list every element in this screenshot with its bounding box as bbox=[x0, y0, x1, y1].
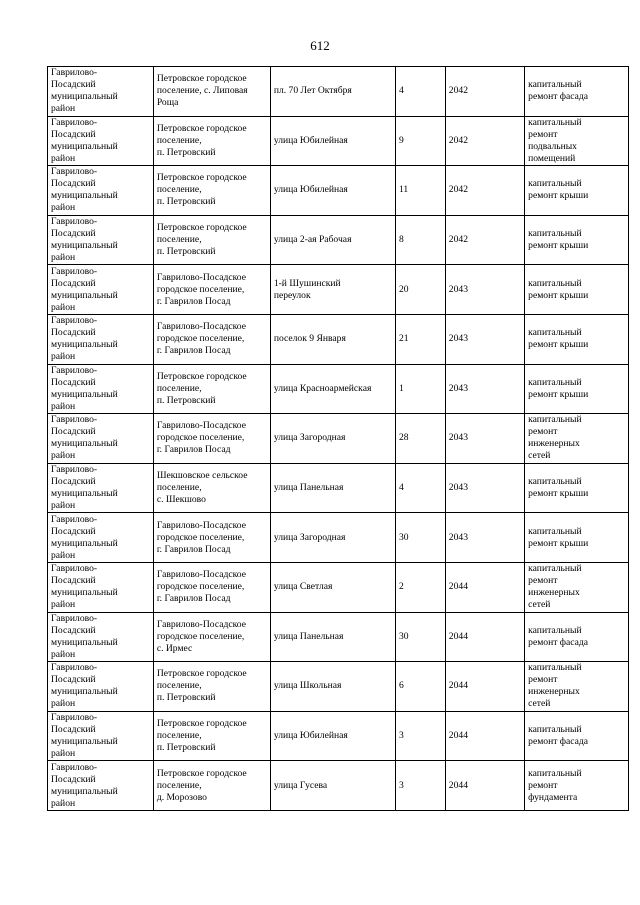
district-cell bbox=[48, 67, 154, 117]
district-cell bbox=[48, 761, 154, 811]
work-type-cell bbox=[525, 414, 629, 464]
work-type-line: инженерных bbox=[528, 438, 580, 450]
settlement-line: городское поселение, bbox=[156, 531, 245, 543]
settlement-line: Роща bbox=[156, 97, 179, 109]
district-cell bbox=[48, 215, 154, 265]
year-cell: 2043 bbox=[445, 314, 524, 364]
street-cell bbox=[270, 513, 395, 563]
table-body bbox=[48, 67, 629, 811]
district-line: район bbox=[51, 748, 76, 760]
settlement-cell bbox=[153, 265, 270, 315]
street-cell bbox=[270, 761, 395, 811]
district-line: Посадский bbox=[51, 79, 96, 91]
street-line: улица 2-ая Рабочая bbox=[273, 234, 352, 246]
settlement-line: Гаврилово-Посадское bbox=[156, 271, 246, 283]
street-line: улица Юбилейная bbox=[273, 730, 348, 742]
settlement-cell bbox=[153, 314, 270, 364]
street-line: улица Гусева bbox=[273, 779, 328, 791]
settlement-line: Петровское городское bbox=[156, 370, 247, 382]
settlement-cell bbox=[153, 463, 270, 513]
district-line: муниципальный bbox=[51, 488, 118, 500]
district-line: Гаврилово- bbox=[51, 315, 98, 327]
work-type-line: ремонт фасада bbox=[528, 91, 589, 103]
settlement-line: Гаврилово-Посадское bbox=[156, 618, 246, 630]
settlement-line: Шекшовское сельское bbox=[156, 470, 248, 482]
year-cell: 2042 bbox=[445, 215, 524, 265]
house-number-cell: 20 bbox=[395, 265, 445, 315]
district-cell bbox=[48, 463, 154, 513]
work-type-line: ремонт bbox=[528, 779, 558, 791]
settlement-line: поселение, bbox=[156, 382, 202, 394]
district-line: Гаврилово- bbox=[51, 513, 98, 525]
district-line: Посадский bbox=[51, 476, 96, 488]
district-line: Посадский bbox=[51, 376, 96, 388]
street-line: пл. 70 Лет Октября bbox=[273, 85, 352, 97]
street-cell bbox=[270, 711, 395, 761]
settlement-line: г. Гаврилов Посад bbox=[156, 345, 231, 357]
year-cell: 2044 bbox=[445, 711, 524, 761]
district-line: район bbox=[51, 351, 76, 363]
work-type-cell bbox=[525, 711, 629, 761]
work-type-cell bbox=[525, 215, 629, 265]
work-type-line: инженерных bbox=[528, 587, 580, 599]
table-row bbox=[48, 67, 629, 117]
district-cell bbox=[48, 513, 154, 563]
settlement-line: Петровское городское bbox=[156, 73, 247, 85]
year-cell: 2044 bbox=[445, 761, 524, 811]
year-cell: 2043 bbox=[445, 414, 524, 464]
street-line: улица Красноармейская bbox=[273, 382, 372, 394]
settlement-line: городское поселение, bbox=[156, 333, 245, 345]
district-line: район bbox=[51, 698, 76, 710]
work-type-line: капитальный bbox=[528, 414, 582, 426]
settlement-line: п. Петровский bbox=[156, 742, 216, 754]
district-line: Гаврилово- bbox=[51, 712, 98, 724]
settlement-line: Гаврилово-Посадское bbox=[156, 569, 246, 581]
settlement-line: поселение, bbox=[156, 482, 202, 494]
district-cell bbox=[48, 314, 154, 364]
district-line: муниципальный bbox=[51, 388, 118, 400]
work-type-line: капитальный bbox=[528, 228, 582, 240]
table-row bbox=[48, 562, 629, 612]
house-number-cell: 4 bbox=[395, 463, 445, 513]
work-type-cell bbox=[525, 314, 629, 364]
street-line: улица Загородная bbox=[273, 531, 346, 543]
settlement-line: городское поселение, bbox=[156, 432, 245, 444]
work-type-line: ремонт крыши bbox=[528, 240, 589, 252]
street-cell bbox=[270, 166, 395, 216]
settlement-line: городское поселение, bbox=[156, 283, 245, 295]
settlement-line: д. Морозово bbox=[156, 791, 207, 803]
table-row bbox=[48, 166, 629, 216]
district-line: Гаврилово- bbox=[51, 216, 98, 228]
district-line: Гаврилово- bbox=[51, 761, 98, 773]
street-cell bbox=[270, 463, 395, 513]
house-number-cell: 11 bbox=[395, 166, 445, 216]
street-cell bbox=[270, 612, 395, 662]
work-type-cell bbox=[525, 562, 629, 612]
district-cell bbox=[48, 166, 154, 216]
work-type-line: капитальный bbox=[528, 277, 582, 289]
settlement-line: городское поселение, bbox=[156, 581, 245, 593]
settlement-line: поселение, bbox=[156, 730, 202, 742]
settlement-line: г. Гаврилов Посад bbox=[156, 543, 231, 555]
work-type-line: капитальный bbox=[528, 476, 582, 488]
district-line: район bbox=[51, 301, 76, 313]
street-line: улица Школьная bbox=[273, 680, 342, 692]
district-cell bbox=[48, 562, 154, 612]
work-type-line: капитальный bbox=[528, 327, 582, 339]
year-cell: 2044 bbox=[445, 562, 524, 612]
work-type-line: капитальный bbox=[528, 767, 582, 779]
street-cell bbox=[270, 414, 395, 464]
settlement-line: с. Шекшово bbox=[156, 494, 206, 506]
settlement-cell bbox=[153, 215, 270, 265]
work-type-line: ремонт bbox=[528, 575, 558, 587]
settlement-line: п. Петровский bbox=[156, 196, 216, 208]
house-number-cell: 28 bbox=[395, 414, 445, 464]
house-number-cell: 1 bbox=[395, 364, 445, 414]
year-cell: 2044 bbox=[445, 662, 524, 712]
district-line: Гаврилово- bbox=[51, 563, 98, 575]
district-line: Посадский bbox=[51, 525, 96, 537]
street-cell bbox=[270, 314, 395, 364]
settlement-line: поселение, bbox=[156, 680, 202, 692]
settlement-line: Петровское городское bbox=[156, 122, 247, 134]
house-number-cell: 30 bbox=[395, 513, 445, 563]
work-type-line: помещений bbox=[528, 152, 576, 164]
year-cell: 2042 bbox=[445, 67, 524, 117]
district-line: муниципальный bbox=[51, 686, 118, 698]
district-line: Посадский bbox=[51, 674, 96, 686]
district-line: муниципальный bbox=[51, 636, 118, 648]
district-line: Гаврилово- bbox=[51, 67, 98, 79]
street-cell bbox=[270, 265, 395, 315]
district-line: Посадский bbox=[51, 277, 96, 289]
district-cell bbox=[48, 414, 154, 464]
district-line: район bbox=[51, 400, 76, 412]
work-type-line: ремонт фасада bbox=[528, 736, 589, 748]
street-line: переулок bbox=[273, 289, 311, 301]
work-type-line: ремонт крыши bbox=[528, 388, 589, 400]
work-type-line: подвальных bbox=[528, 140, 577, 152]
district-line: район bbox=[51, 450, 76, 462]
table-row bbox=[48, 513, 629, 563]
district-line: Гаврилово- bbox=[51, 612, 98, 624]
table-row bbox=[48, 463, 629, 513]
work-type-line: ремонт bbox=[528, 128, 558, 140]
work-type-line: ремонт bbox=[528, 426, 558, 438]
repair-schedule-table bbox=[47, 66, 629, 811]
district-line: Гаврилово- bbox=[51, 662, 98, 674]
settlement-line: поселение, с. Липовая bbox=[156, 85, 248, 97]
work-type-line: капитальный bbox=[528, 662, 582, 674]
settlement-cell bbox=[153, 662, 270, 712]
work-type-line: ремонт крыши bbox=[528, 289, 589, 301]
district-line: Гаврилово- bbox=[51, 166, 98, 178]
work-type-line: ремонт крыши bbox=[528, 488, 589, 500]
house-number-cell: 3 bbox=[395, 761, 445, 811]
district-cell bbox=[48, 364, 154, 414]
work-type-cell bbox=[525, 265, 629, 315]
settlement-line: п. Петровский bbox=[156, 246, 216, 258]
work-type-cell bbox=[525, 513, 629, 563]
work-type-line: капитальный bbox=[528, 376, 582, 388]
street-cell bbox=[270, 562, 395, 612]
district-line: Посадский bbox=[51, 327, 96, 339]
settlement-cell bbox=[153, 562, 270, 612]
street-cell bbox=[270, 67, 395, 117]
house-number-cell: 2 bbox=[395, 562, 445, 612]
settlement-line: поселение, bbox=[156, 134, 202, 146]
district-line: район bbox=[51, 252, 76, 264]
work-type-line: инженерных bbox=[528, 686, 580, 698]
settlement-line: п. Петровский bbox=[156, 394, 216, 406]
district-line: Гаврилово- bbox=[51, 414, 98, 426]
street-cell bbox=[270, 364, 395, 414]
settlement-cell bbox=[153, 761, 270, 811]
district-line: район bbox=[51, 549, 76, 561]
table-row bbox=[48, 662, 629, 712]
work-type-line: фундамента bbox=[528, 791, 578, 803]
district-line: муниципальный bbox=[51, 785, 118, 797]
settlement-line: поселение, bbox=[156, 779, 202, 791]
district-line: район bbox=[51, 103, 76, 115]
street-cell bbox=[270, 662, 395, 712]
table-row bbox=[48, 711, 629, 761]
house-number-cell: 4 bbox=[395, 67, 445, 117]
house-number-cell: 9 bbox=[395, 116, 445, 166]
settlement-line: городское поселение, bbox=[156, 630, 245, 642]
work-type-cell bbox=[525, 761, 629, 811]
street-line: 1-й Шушинский bbox=[273, 277, 341, 289]
settlement-line: г. Гаврилов Посад bbox=[156, 593, 231, 605]
settlement-line: Петровское городское bbox=[156, 668, 247, 680]
district-cell bbox=[48, 711, 154, 761]
settlement-line: Петровское городское bbox=[156, 718, 247, 730]
work-type-line: ремонт крыши bbox=[528, 339, 589, 351]
table-row bbox=[48, 116, 629, 166]
settlement-line: Петровское городское bbox=[156, 222, 247, 234]
district-line: район bbox=[51, 152, 76, 164]
work-type-line: капитальный bbox=[528, 525, 582, 537]
year-cell: 2043 bbox=[445, 364, 524, 414]
settlement-cell bbox=[153, 166, 270, 216]
work-type-cell bbox=[525, 67, 629, 117]
district-cell bbox=[48, 612, 154, 662]
district-line: муниципальный bbox=[51, 190, 118, 202]
street-cell bbox=[270, 116, 395, 166]
settlement-line: поселение, bbox=[156, 234, 202, 246]
year-cell: 2043 bbox=[445, 265, 524, 315]
district-line: муниципальный bbox=[51, 289, 118, 301]
work-type-line: ремонт крыши bbox=[528, 190, 589, 202]
district-line: Гаврилово- bbox=[51, 265, 98, 277]
settlement-cell bbox=[153, 711, 270, 761]
work-type-line: ремонт bbox=[528, 674, 558, 686]
work-type-cell bbox=[525, 166, 629, 216]
settlement-line: с. Ирмес bbox=[156, 642, 193, 654]
house-number-cell: 21 bbox=[395, 314, 445, 364]
table-row bbox=[48, 215, 629, 265]
district-line: муниципальный bbox=[51, 736, 118, 748]
district-line: муниципальный bbox=[51, 91, 118, 103]
district-cell bbox=[48, 116, 154, 166]
district-line: Посадский bbox=[51, 575, 96, 587]
district-line: Посадский bbox=[51, 228, 96, 240]
settlement-line: Гаврилово-Посадское bbox=[156, 420, 246, 432]
work-type-line: капитальный bbox=[528, 624, 582, 636]
settlement-cell bbox=[153, 513, 270, 563]
district-line: муниципальный bbox=[51, 339, 118, 351]
year-cell: 2043 bbox=[445, 513, 524, 563]
settlement-cell bbox=[153, 612, 270, 662]
year-cell: 2042 bbox=[445, 116, 524, 166]
district-line: район bbox=[51, 648, 76, 660]
street-line: улица Панельная bbox=[273, 630, 344, 642]
settlement-line: п. Петровский bbox=[156, 692, 216, 704]
year-cell: 2044 bbox=[445, 612, 524, 662]
district-line: муниципальный bbox=[51, 587, 118, 599]
settlement-line: г. Гаврилов Посад bbox=[156, 295, 231, 307]
house-number-cell: 8 bbox=[395, 215, 445, 265]
street-line: улица Светлая bbox=[273, 581, 333, 593]
district-line: Посадский bbox=[51, 178, 96, 190]
work-type-cell bbox=[525, 612, 629, 662]
year-cell: 2042 bbox=[445, 166, 524, 216]
settlement-line: Петровское городское bbox=[156, 172, 247, 184]
street-line: улица Юбилейная bbox=[273, 184, 348, 196]
work-type-line: ремонт фасада bbox=[528, 636, 589, 648]
district-line: Посадский bbox=[51, 773, 96, 785]
table-row bbox=[48, 612, 629, 662]
district-line: муниципальный bbox=[51, 240, 118, 252]
work-type-line: капитальный bbox=[528, 563, 582, 575]
settlement-line: Гаврилово-Посадское bbox=[156, 519, 246, 531]
work-type-line: сетей bbox=[528, 698, 551, 710]
work-type-cell bbox=[525, 662, 629, 712]
work-type-line: капитальный bbox=[528, 116, 582, 128]
district-line: Гаврилово- bbox=[51, 364, 98, 376]
house-number-cell: 30 bbox=[395, 612, 445, 662]
work-type-line: капитальный bbox=[528, 724, 582, 736]
district-line: Посадский bbox=[51, 624, 96, 636]
settlement-cell bbox=[153, 67, 270, 117]
district-line: район bbox=[51, 202, 76, 214]
settlement-line: Петровское городское bbox=[156, 767, 247, 779]
district-line: район bbox=[51, 500, 76, 512]
work-type-line: ремонт крыши bbox=[528, 537, 589, 549]
table-row bbox=[48, 314, 629, 364]
street-line: улица Панельная bbox=[273, 482, 344, 494]
district-cell bbox=[48, 265, 154, 315]
work-type-line: сетей bbox=[528, 599, 551, 611]
year-cell: 2043 bbox=[445, 463, 524, 513]
table-row bbox=[48, 761, 629, 811]
street-line: улица Юбилейная bbox=[273, 134, 348, 146]
district-line: муниципальный bbox=[51, 438, 118, 450]
table-row bbox=[48, 414, 629, 464]
district-line: муниципальный bbox=[51, 140, 118, 152]
street-line: поселок 9 Января bbox=[273, 333, 346, 345]
district-line: Гаврилово- bbox=[51, 116, 98, 128]
settlement-line: г. Гаврилов Посад bbox=[156, 444, 231, 456]
district-line: район bbox=[51, 797, 76, 809]
district-line: Посадский bbox=[51, 724, 96, 736]
settlement-cell bbox=[153, 414, 270, 464]
house-number-cell: 6 bbox=[395, 662, 445, 712]
work-type-line: капитальный bbox=[528, 79, 582, 91]
district-line: муниципальный bbox=[51, 537, 118, 549]
settlement-line: Гаврилово-Посадское bbox=[156, 321, 246, 333]
street-line: улица Загородная bbox=[273, 432, 346, 444]
settlement-line: п. Петровский bbox=[156, 146, 216, 158]
district-line: Посадский bbox=[51, 128, 96, 140]
settlement-cell bbox=[153, 116, 270, 166]
work-type-line: сетей bbox=[528, 450, 551, 462]
page-number: 612 bbox=[310, 38, 330, 53]
settlement-line: поселение, bbox=[156, 184, 202, 196]
work-type-cell bbox=[525, 116, 629, 166]
settlement-cell bbox=[153, 364, 270, 414]
table-row bbox=[48, 364, 629, 414]
district-cell bbox=[48, 662, 154, 712]
street-cell bbox=[270, 215, 395, 265]
work-type-line: капитальный bbox=[528, 178, 582, 190]
work-type-cell bbox=[525, 364, 629, 414]
house-number-cell: 3 bbox=[395, 711, 445, 761]
table-row bbox=[48, 265, 629, 315]
work-type-cell bbox=[525, 463, 629, 513]
district-line: Гаврилово- bbox=[51, 464, 98, 476]
district-line: район bbox=[51, 599, 76, 611]
district-line: Посадский bbox=[51, 426, 96, 438]
